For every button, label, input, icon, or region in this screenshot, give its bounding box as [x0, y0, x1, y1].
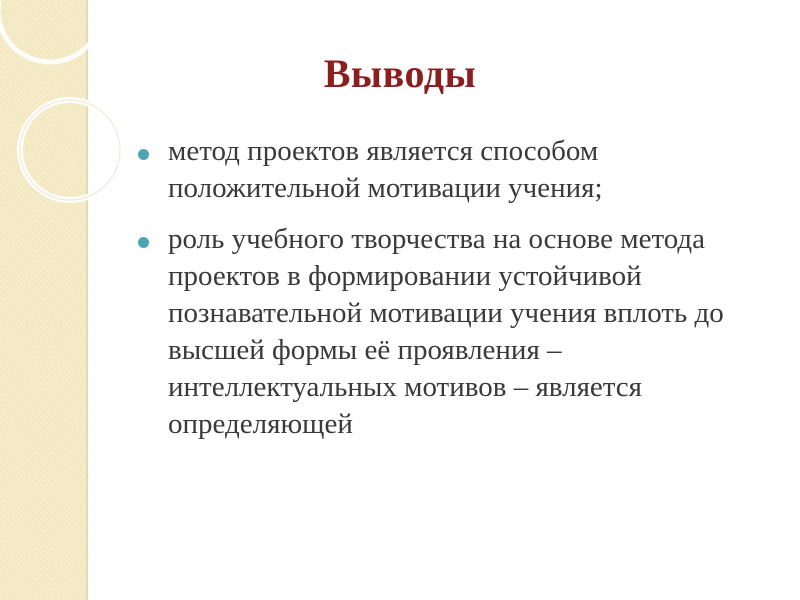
bullet-marker-icon	[138, 149, 149, 160]
bullet-text: метод проектов является способом положительной мотивации учения;	[168, 135, 603, 204]
slide-title: Выводы	[323, 51, 477, 96]
decorative-rings	[0, 0, 130, 220]
bullet-text: роль учебного творчества на основе метода проектов в формировании устойчивой познавательной мотивации учения вплоть до высшей формы её проявления – интеллектуальных мотивов – является определяющей	[168, 223, 724, 440]
bullet-item	[132, 221, 772, 443]
bullet-list	[132, 133, 772, 457]
bullet-marker-icon	[138, 237, 149, 248]
bullet-item	[132, 133, 772, 207]
